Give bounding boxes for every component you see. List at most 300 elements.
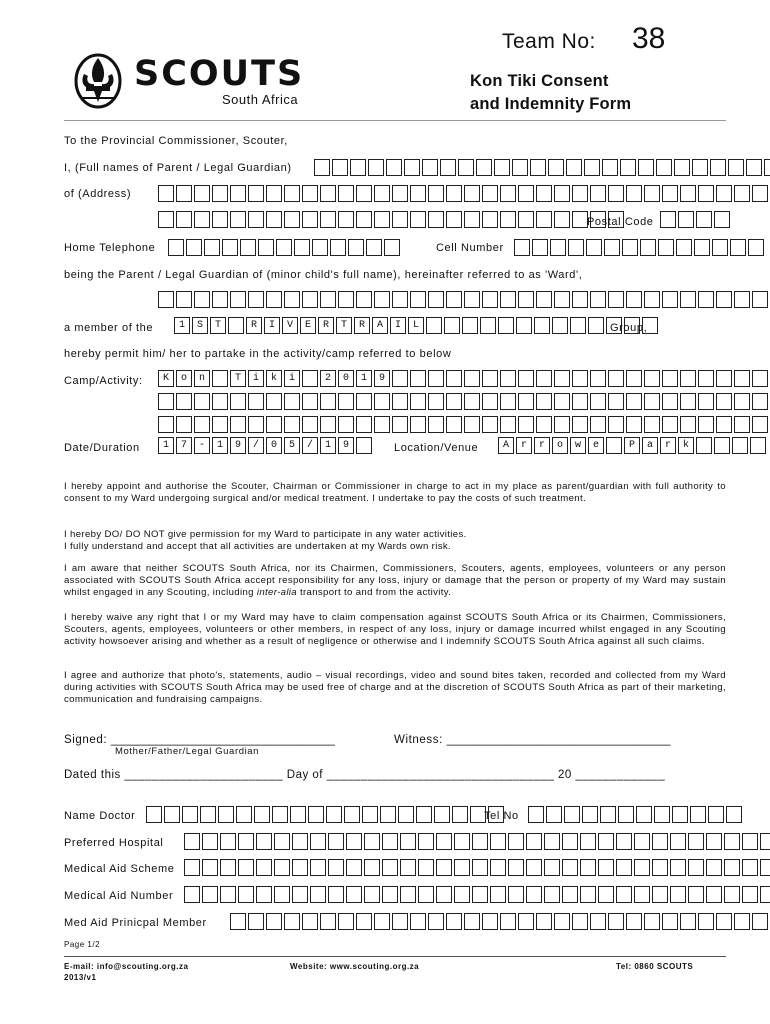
char-box[interactable] (330, 239, 346, 256)
char-box[interactable] (500, 393, 516, 410)
char-box[interactable] (580, 886, 596, 903)
char-box[interactable] (256, 859, 272, 876)
char-box[interactable]: L (408, 317, 424, 334)
char-box[interactable] (230, 211, 246, 228)
char-box[interactable] (212, 211, 228, 228)
char-box[interactable]: 2 (320, 370, 336, 387)
char-box[interactable] (374, 185, 390, 202)
char-box[interactable] (392, 393, 408, 410)
char-box[interactable] (230, 913, 246, 930)
char-box[interactable] (662, 416, 678, 433)
char-box[interactable] (716, 370, 732, 387)
char-box[interactable] (734, 393, 750, 410)
char-box[interactable] (428, 913, 444, 930)
char-box[interactable] (518, 211, 534, 228)
char-box[interactable] (544, 833, 560, 850)
char-box[interactable] (464, 185, 480, 202)
char-box[interactable] (536, 370, 552, 387)
char-box[interactable] (716, 416, 732, 433)
char-box[interactable] (338, 393, 354, 410)
char-box[interactable] (346, 886, 362, 903)
member-group-field[interactable] (174, 317, 660, 334)
char-box[interactable] (350, 159, 366, 176)
char-box[interactable] (572, 370, 588, 387)
char-box[interactable] (256, 886, 272, 903)
char-box[interactable] (690, 806, 706, 823)
char-box[interactable] (164, 806, 180, 823)
char-box[interactable] (320, 416, 336, 433)
char-box[interactable] (398, 806, 414, 823)
char-box[interactable] (536, 291, 552, 308)
char-box[interactable] (194, 291, 210, 308)
char-box[interactable]: 7 (176, 437, 192, 454)
char-box[interactable] (680, 185, 696, 202)
char-box[interactable]: 1 (158, 437, 174, 454)
char-box[interactable] (392, 211, 408, 228)
char-box[interactable] (658, 239, 674, 256)
char-box[interactable] (446, 416, 462, 433)
char-box[interactable] (212, 393, 228, 410)
char-box[interactable] (410, 211, 426, 228)
char-box[interactable] (348, 239, 364, 256)
char-box[interactable] (514, 239, 530, 256)
char-box[interactable] (344, 806, 360, 823)
char-box[interactable] (338, 185, 354, 202)
char-box[interactable] (580, 833, 596, 850)
char-box[interactable] (392, 416, 408, 433)
char-box[interactable] (422, 159, 438, 176)
char-box[interactable] (436, 833, 452, 850)
char-box[interactable] (562, 886, 578, 903)
char-box[interactable] (434, 806, 450, 823)
char-box[interactable] (724, 833, 740, 850)
char-box[interactable]: o (552, 437, 568, 454)
char-box[interactable] (240, 239, 256, 256)
char-box[interactable] (698, 393, 714, 410)
char-box[interactable] (490, 859, 506, 876)
char-box[interactable] (410, 393, 426, 410)
char-box[interactable] (724, 886, 740, 903)
char-box[interactable] (302, 291, 318, 308)
char-box[interactable] (472, 859, 488, 876)
char-box[interactable] (554, 211, 570, 228)
char-box[interactable] (452, 806, 468, 823)
char-box[interactable] (266, 913, 282, 930)
dated-line[interactable]: Dated this _______________________ Day of _________________________________ 20 _____________ (64, 769, 666, 781)
char-box[interactable] (644, 291, 660, 308)
char-box[interactable] (292, 859, 308, 876)
char-box[interactable]: T (210, 317, 226, 334)
char-box[interactable] (184, 833, 200, 850)
char-box[interactable] (670, 859, 686, 876)
char-box[interactable] (168, 239, 184, 256)
char-box[interactable] (600, 806, 616, 823)
char-box[interactable] (644, 416, 660, 433)
char-box[interactable]: I (264, 317, 280, 334)
char-box[interactable] (320, 185, 336, 202)
char-box[interactable] (644, 393, 660, 410)
char-box[interactable] (446, 291, 462, 308)
char-box[interactable] (238, 859, 254, 876)
char-box[interactable] (346, 833, 362, 850)
char-box[interactable]: e (588, 437, 604, 454)
char-box[interactable] (670, 833, 686, 850)
char-box[interactable] (446, 370, 462, 387)
char-box[interactable] (274, 859, 290, 876)
char-box[interactable] (516, 317, 532, 334)
char-box[interactable] (482, 185, 498, 202)
char-box[interactable]: R (246, 317, 262, 334)
char-box[interactable] (706, 886, 722, 903)
char-box[interactable] (266, 185, 282, 202)
char-box[interactable] (584, 159, 600, 176)
char-box[interactable] (356, 416, 372, 433)
char-box[interactable] (616, 859, 632, 876)
char-box[interactable] (598, 833, 614, 850)
char-box[interactable] (626, 416, 642, 433)
char-box[interactable] (604, 239, 620, 256)
char-box[interactable] (320, 913, 336, 930)
char-box[interactable] (392, 913, 408, 930)
char-box[interactable]: n (194, 370, 210, 387)
char-box[interactable] (634, 886, 650, 903)
char-box[interactable]: P (624, 437, 640, 454)
char-box[interactable] (482, 416, 498, 433)
char-box[interactable] (158, 185, 174, 202)
char-box[interactable] (508, 859, 524, 876)
char-box[interactable] (248, 211, 264, 228)
char-box[interactable] (480, 317, 496, 334)
char-box[interactable] (266, 211, 282, 228)
char-box[interactable] (176, 291, 192, 308)
char-box[interactable] (728, 159, 744, 176)
char-box[interactable] (382, 833, 398, 850)
char-box[interactable] (590, 185, 606, 202)
char-box[interactable] (590, 913, 606, 930)
char-box[interactable] (742, 859, 758, 876)
char-box[interactable] (552, 317, 568, 334)
char-box[interactable] (428, 211, 444, 228)
char-box[interactable] (644, 185, 660, 202)
postal-code-field[interactable] (660, 211, 732, 228)
char-box[interactable]: a (642, 437, 658, 454)
char-box[interactable] (374, 913, 390, 930)
char-box[interactable] (688, 886, 704, 903)
char-box[interactable] (446, 393, 462, 410)
char-box[interactable] (146, 806, 162, 823)
char-box[interactable]: 1 (356, 370, 372, 387)
char-box[interactable] (724, 859, 740, 876)
char-box[interactable] (508, 886, 524, 903)
char-box[interactable] (482, 211, 498, 228)
char-box[interactable] (364, 859, 380, 876)
cell-number-field[interactable] (514, 239, 766, 256)
hospital-field[interactable] (184, 833, 770, 850)
char-box[interactable] (382, 859, 398, 876)
char-box[interactable] (248, 393, 264, 410)
char-box[interactable] (688, 859, 704, 876)
char-box[interactable] (400, 833, 416, 850)
char-box[interactable] (536, 393, 552, 410)
char-box[interactable] (606, 437, 622, 454)
char-box[interactable]: 9 (338, 437, 354, 454)
char-box[interactable]: E (300, 317, 316, 334)
medical-aid-number-field[interactable] (184, 886, 770, 903)
char-box[interactable] (302, 211, 318, 228)
char-box[interactable] (158, 291, 174, 308)
date-duration-field[interactable] (158, 437, 374, 454)
char-box[interactable] (626, 291, 642, 308)
char-box[interactable] (608, 393, 624, 410)
char-box[interactable] (254, 806, 270, 823)
principal-member-field[interactable] (230, 913, 770, 930)
char-box[interactable] (158, 416, 174, 433)
char-box[interactable] (410, 370, 426, 387)
witness-line[interactable]: ___________________________________ (446, 734, 671, 746)
char-box[interactable] (410, 913, 426, 930)
char-box[interactable] (554, 291, 570, 308)
char-box[interactable] (734, 185, 750, 202)
char-box[interactable] (566, 159, 582, 176)
char-box[interactable] (202, 886, 218, 903)
char-box[interactable] (294, 239, 310, 256)
char-box[interactable] (734, 370, 750, 387)
char-box[interactable] (182, 806, 198, 823)
char-box[interactable] (636, 806, 652, 823)
char-box[interactable] (598, 859, 614, 876)
char-box[interactable] (220, 833, 236, 850)
char-box[interactable] (392, 185, 408, 202)
char-box[interactable] (454, 833, 470, 850)
char-box[interactable] (716, 185, 732, 202)
char-box[interactable] (734, 416, 750, 433)
char-box[interactable] (750, 437, 766, 454)
char-box[interactable] (428, 393, 444, 410)
char-box[interactable] (652, 886, 668, 903)
char-box[interactable] (698, 185, 714, 202)
home-telephone-field[interactable] (168, 239, 402, 256)
signature-line[interactable]: ___________________________________ (111, 734, 335, 746)
char-box[interactable] (284, 913, 300, 930)
char-box[interactable] (302, 370, 318, 387)
char-box[interactable]: r (516, 437, 532, 454)
char-box[interactable] (284, 416, 300, 433)
char-box[interactable] (640, 239, 656, 256)
char-box[interactable] (426, 317, 442, 334)
location-venue-field[interactable] (498, 437, 768, 454)
char-box[interactable] (676, 239, 692, 256)
char-box[interactable] (238, 886, 254, 903)
char-box[interactable] (734, 291, 750, 308)
char-box[interactable] (698, 416, 714, 433)
char-box[interactable] (752, 913, 768, 930)
char-box[interactable] (392, 291, 408, 308)
char-box[interactable] (176, 416, 192, 433)
char-box[interactable] (366, 239, 382, 256)
char-box[interactable] (620, 159, 636, 176)
char-box[interactable]: 9 (374, 370, 390, 387)
char-box[interactable]: w (570, 437, 586, 454)
char-box[interactable] (518, 291, 534, 308)
char-box[interactable] (568, 239, 584, 256)
char-box[interactable]: T (230, 370, 246, 387)
char-box[interactable] (742, 886, 758, 903)
char-box[interactable] (528, 806, 544, 823)
char-box[interactable]: R (318, 317, 334, 334)
char-box[interactable] (734, 913, 750, 930)
char-box[interactable] (660, 211, 676, 228)
char-box[interactable] (498, 317, 514, 334)
char-box[interactable] (428, 370, 444, 387)
char-box[interactable] (248, 291, 264, 308)
char-box[interactable] (338, 291, 354, 308)
address-field-line1[interactable] (158, 185, 770, 202)
char-box[interactable] (544, 886, 560, 903)
char-box[interactable] (328, 833, 344, 850)
char-box[interactable] (580, 859, 596, 876)
char-box[interactable] (248, 185, 264, 202)
char-box[interactable] (644, 370, 660, 387)
char-box[interactable] (494, 159, 510, 176)
char-box[interactable] (582, 806, 598, 823)
char-box[interactable] (176, 393, 192, 410)
char-box[interactable] (588, 317, 604, 334)
char-box[interactable] (458, 159, 474, 176)
ward-name-field[interactable] (158, 291, 770, 308)
char-box[interactable] (200, 806, 216, 823)
char-box[interactable]: T (336, 317, 352, 334)
char-box[interactable] (302, 185, 318, 202)
char-box[interactable] (472, 833, 488, 850)
char-box[interactable] (500, 291, 516, 308)
char-box[interactable] (680, 416, 696, 433)
char-box[interactable] (654, 806, 670, 823)
char-box[interactable] (764, 159, 770, 176)
char-box[interactable] (202, 833, 218, 850)
char-box[interactable] (508, 833, 524, 850)
char-box[interactable] (266, 393, 282, 410)
char-box[interactable] (380, 806, 396, 823)
char-box[interactable] (534, 317, 550, 334)
char-box[interactable] (526, 859, 542, 876)
char-box[interactable] (716, 291, 732, 308)
char-box[interactable] (554, 370, 570, 387)
doctor-name-field[interactable] (146, 806, 506, 823)
char-box[interactable] (572, 416, 588, 433)
char-box[interactable] (598, 886, 614, 903)
char-box[interactable]: i (248, 370, 264, 387)
char-box[interactable] (482, 370, 498, 387)
char-box[interactable] (638, 159, 654, 176)
char-box[interactable] (608, 185, 624, 202)
char-box[interactable] (688, 833, 704, 850)
char-box[interactable] (732, 437, 748, 454)
char-box[interactable] (532, 239, 548, 256)
char-box[interactable] (570, 317, 586, 334)
char-box[interactable]: / (302, 437, 318, 454)
char-box[interactable] (428, 185, 444, 202)
char-box[interactable] (554, 416, 570, 433)
char-box[interactable] (518, 416, 534, 433)
char-box[interactable] (608, 913, 624, 930)
char-box[interactable] (726, 806, 742, 823)
char-box[interactable] (400, 886, 416, 903)
char-box[interactable] (410, 185, 426, 202)
char-box[interactable] (698, 370, 714, 387)
char-box[interactable] (752, 416, 768, 433)
char-box[interactable] (710, 159, 726, 176)
char-box[interactable] (662, 393, 678, 410)
char-box[interactable] (284, 291, 300, 308)
char-box[interactable] (680, 291, 696, 308)
char-box[interactable] (572, 185, 588, 202)
char-box[interactable] (374, 416, 390, 433)
char-box[interactable] (292, 886, 308, 903)
char-box[interactable] (266, 291, 282, 308)
camp-activity-field-line3[interactable] (158, 416, 770, 433)
char-box[interactable] (272, 806, 288, 823)
char-box[interactable] (320, 211, 336, 228)
char-box[interactable] (302, 416, 318, 433)
char-box[interactable] (526, 833, 542, 850)
char-box[interactable] (220, 886, 236, 903)
char-box[interactable] (760, 833, 770, 850)
char-box[interactable] (730, 239, 746, 256)
char-box[interactable] (410, 416, 426, 433)
char-box[interactable]: I (390, 317, 406, 334)
char-box[interactable] (436, 886, 452, 903)
camp-activity-field-line1[interactable] (158, 370, 770, 387)
char-box[interactable]: K (158, 370, 174, 387)
char-box[interactable] (590, 291, 606, 308)
char-box[interactable]: A (498, 437, 514, 454)
char-box[interactable] (716, 913, 732, 930)
char-box[interactable] (338, 211, 354, 228)
char-box[interactable] (626, 370, 642, 387)
char-box[interactable] (416, 806, 432, 823)
char-box[interactable]: 0 (338, 370, 354, 387)
char-box[interactable] (464, 211, 480, 228)
char-box[interactable] (314, 159, 330, 176)
char-box[interactable] (662, 291, 678, 308)
char-box[interactable] (572, 291, 588, 308)
char-box[interactable] (284, 211, 300, 228)
char-box[interactable] (490, 886, 506, 903)
char-box[interactable] (572, 393, 588, 410)
char-box[interactable]: V (282, 317, 298, 334)
char-box[interactable] (158, 393, 174, 410)
char-box[interactable] (680, 913, 696, 930)
char-box[interactable] (418, 833, 434, 850)
char-box[interactable] (692, 159, 708, 176)
char-box[interactable] (312, 239, 328, 256)
char-box[interactable] (748, 239, 764, 256)
char-box[interactable] (548, 159, 564, 176)
char-box[interactable] (526, 886, 542, 903)
char-box[interactable]: A (372, 317, 388, 334)
char-box[interactable] (248, 913, 264, 930)
char-box[interactable] (634, 833, 650, 850)
char-box[interactable] (760, 886, 770, 903)
char-box[interactable] (662, 185, 678, 202)
char-box[interactable] (512, 159, 528, 176)
char-box[interactable] (572, 211, 588, 228)
char-box[interactable]: R (354, 317, 370, 334)
char-box[interactable]: - (194, 437, 210, 454)
char-box[interactable] (428, 416, 444, 433)
char-box[interactable] (678, 211, 694, 228)
char-box[interactable] (404, 159, 420, 176)
